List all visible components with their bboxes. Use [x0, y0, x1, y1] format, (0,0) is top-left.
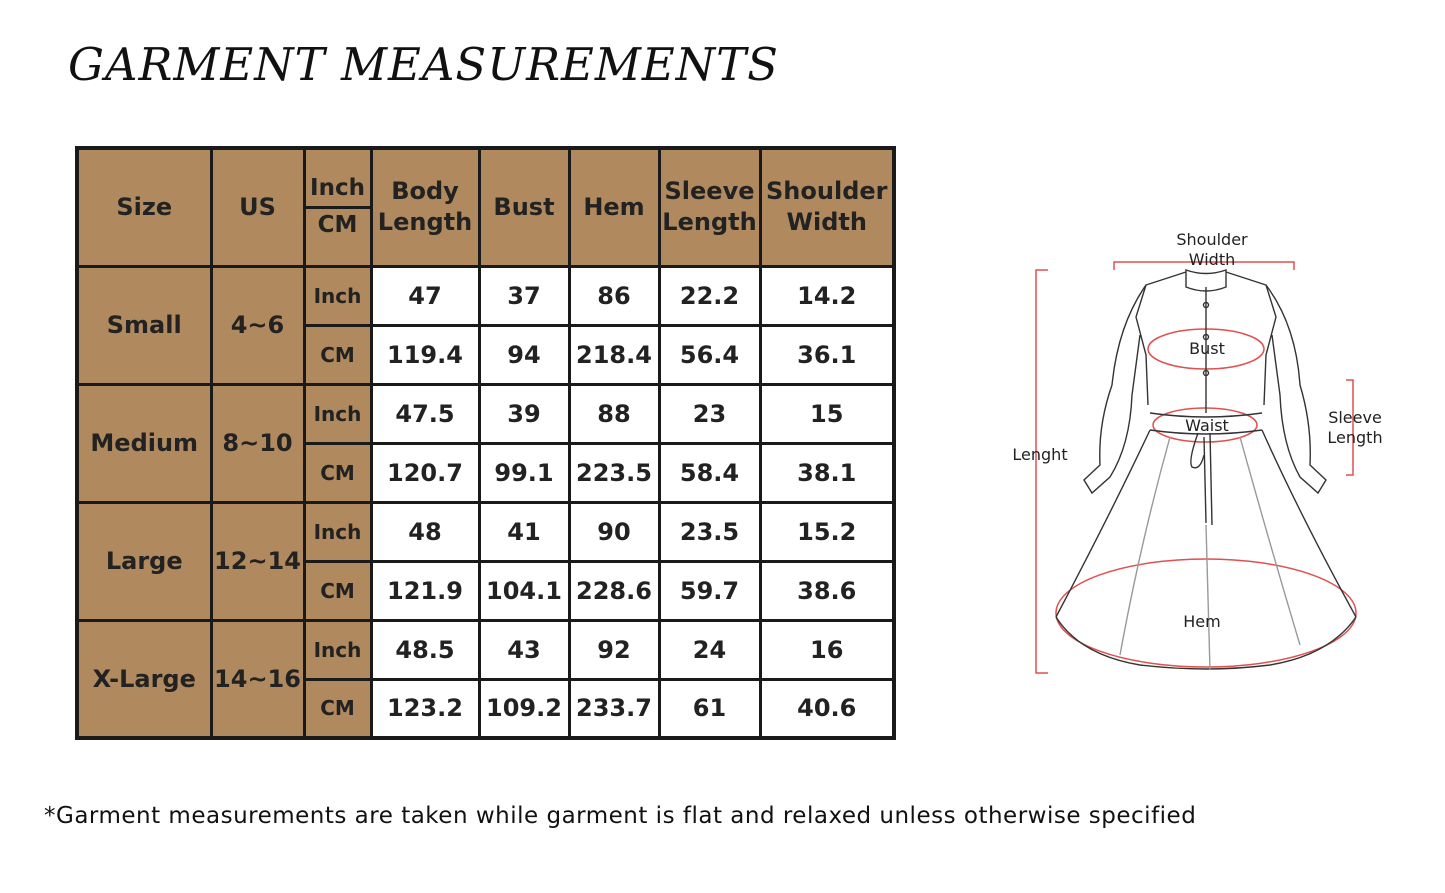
header-body-length-line2: Length	[377, 208, 473, 237]
dress-measurement-diagram	[1000, 225, 1400, 685]
length-guide	[1036, 270, 1048, 673]
header-shoulder-width	[760, 148, 894, 266]
dress-illustration	[1000, 225, 1400, 685]
value-cell: 43	[479, 620, 569, 679]
value-cell: 90	[569, 502, 659, 561]
value-cell: 38.6	[760, 561, 894, 620]
value-cell: 233.7	[569, 679, 659, 738]
value-cell: 40.6	[760, 679, 894, 738]
value-cell: 119.4	[371, 325, 479, 384]
value-cell: 16	[760, 620, 894, 679]
value-cell: 223.5	[569, 443, 659, 502]
size-cell: Small	[77, 266, 211, 384]
header-body-length-line1: Body	[391, 177, 459, 206]
label-waist: Waist	[1185, 416, 1229, 435]
unit-cell-inch: Inch	[304, 620, 371, 679]
header-sleeve-length-line2: Length	[662, 208, 757, 237]
value-cell: 14.2	[760, 266, 894, 325]
value-cell: 228.6	[569, 561, 659, 620]
us-size-cell: 14~16	[211, 620, 304, 738]
value-cell: 48.5	[371, 620, 479, 679]
us-size-cell: 12~14	[211, 502, 304, 620]
unit-cell-cm: CM	[304, 561, 371, 620]
label-sleeve-length-2: Length	[1327, 428, 1383, 447]
label-length: Lenght	[1012, 445, 1068, 464]
table-row-xlarge-inch	[77, 620, 894, 679]
value-cell: 121.9	[371, 561, 479, 620]
dress-outline	[1056, 270, 1356, 670]
header-sleeve-length-line1: Sleeve	[664, 177, 755, 206]
table-header-row	[77, 148, 894, 266]
label-shoulder-width-2: Width	[1188, 250, 1236, 269]
value-cell: 39	[479, 384, 569, 443]
unit-cell-cm: CM	[304, 679, 371, 738]
us-size-cell: 8~10	[211, 384, 304, 502]
value-cell: 58.4	[659, 443, 760, 502]
footnote: *Garment measurements are taken while garment is flat and relaxed unless otherwise specified	[44, 803, 1197, 829]
value-cell: 15	[760, 384, 894, 443]
size-chart-table	[75, 146, 896, 740]
value-cell: 109.2	[479, 679, 569, 738]
page-title: GARMENT MEASUREMENTS	[68, 38, 779, 91]
value-cell: 37	[479, 266, 569, 325]
size-cell: X-Large	[77, 620, 211, 738]
value-cell: 92	[569, 620, 659, 679]
header-body-length	[371, 148, 479, 266]
value-cell: 48	[371, 502, 479, 561]
value-cell: 99.1	[479, 443, 569, 502]
value-cell: 47	[371, 266, 479, 325]
value-cell: 23.5	[659, 502, 760, 561]
table-row-small-inch	[77, 266, 894, 325]
unit-cell-inch: Inch	[304, 502, 371, 561]
header-sleeve-length	[659, 148, 760, 266]
header-shoulder-width-line2: Width	[786, 208, 867, 237]
size-cell: Large	[77, 502, 211, 620]
label-hem: Hem	[1183, 612, 1221, 631]
value-cell: 218.4	[569, 325, 659, 384]
unit-cell-inch: Inch	[304, 266, 371, 325]
us-size-cell: 4~6	[211, 266, 304, 384]
header-shoulder-width-line1: Shoulder	[766, 177, 888, 206]
value-cell: 47.5	[371, 384, 479, 443]
label-bust: Bust	[1189, 339, 1225, 358]
value-cell: 22.2	[659, 266, 760, 325]
header-bust: Bust	[479, 148, 569, 266]
value-cell: 123.2	[371, 679, 479, 738]
unit-cell-cm: CM	[304, 443, 371, 502]
unit-cell-inch: Inch	[304, 384, 371, 443]
value-cell: 23	[659, 384, 760, 443]
value-cell: 104.1	[479, 561, 569, 620]
value-cell: 15.2	[760, 502, 894, 561]
unit-cell-cm: CM	[304, 325, 371, 384]
header-unit-cm: CM	[317, 211, 358, 238]
header-us: US	[211, 148, 304, 266]
header-unit	[304, 148, 371, 266]
value-cell: 56.4	[659, 325, 760, 384]
size-cell: Medium	[77, 384, 211, 502]
header-unit-inch: Inch	[306, 174, 370, 209]
value-cell: 86	[569, 266, 659, 325]
label-sleeve-length-1: Sleeve	[1328, 408, 1382, 427]
value-cell: 88	[569, 384, 659, 443]
value-cell: 59.7	[659, 561, 760, 620]
value-cell: 94	[479, 325, 569, 384]
value-cell: 61	[659, 679, 760, 738]
header-size: Size	[77, 148, 211, 266]
value-cell: 36.1	[760, 325, 894, 384]
value-cell: 41	[479, 502, 569, 561]
value-cell: 24	[659, 620, 760, 679]
table-row-large-inch	[77, 502, 894, 561]
table-row-medium-inch	[77, 384, 894, 443]
label-shoulder-width-1: Shoulder	[1176, 230, 1248, 249]
header-hem: Hem	[569, 148, 659, 266]
value-cell: 120.7	[371, 443, 479, 502]
value-cell: 38.1	[760, 443, 894, 502]
